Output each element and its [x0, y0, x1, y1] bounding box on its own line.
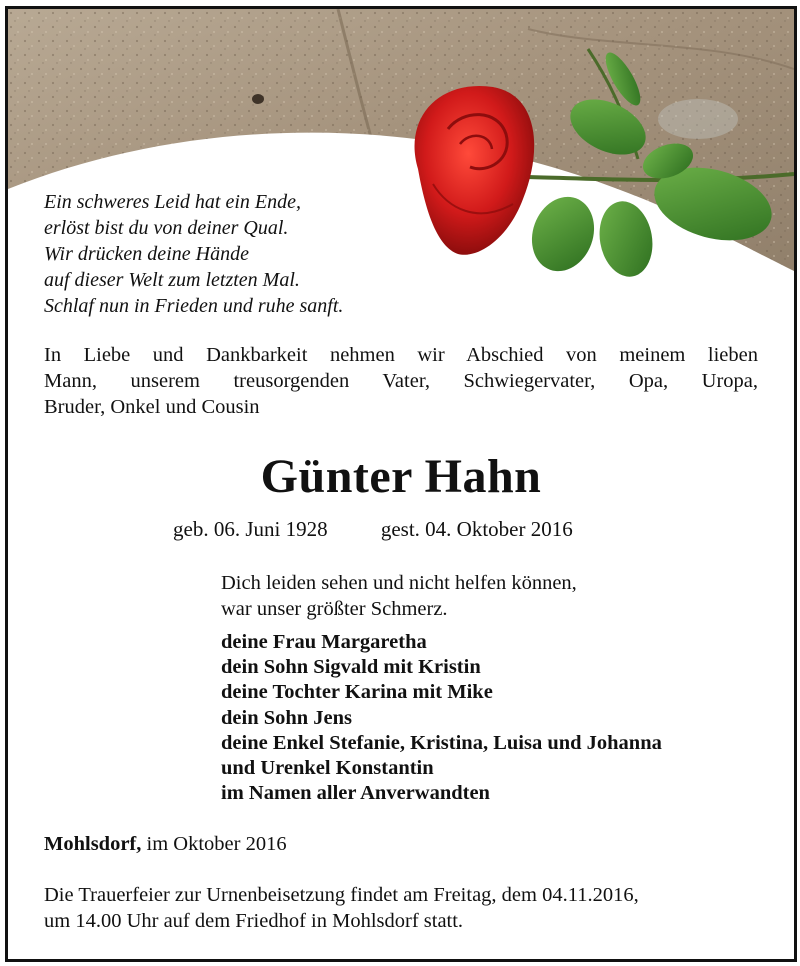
farewell-intro	[44, 342, 758, 420]
poem	[44, 189, 464, 319]
poem-line: Wir drücken deine Hände	[44, 243, 249, 265]
funeral-line: um 14.00 Uhr auf dem Friedhof in Mohlsdorf statt.	[44, 910, 464, 932]
poem-line: Ein schweres Leid hat ein Ende,	[44, 191, 301, 213]
quote-line: war unser größter Schmerz.	[221, 598, 448, 620]
mourning-quote	[221, 570, 577, 622]
mourners-list	[221, 630, 662, 806]
funeral-line: Die Trauerfeier zur Urnenbeisetzung findet am Freitag, dem 04.11.2016,	[44, 884, 639, 906]
place-town: Mohlsdorf,	[44, 833, 142, 855]
intro-line: Bruder, Onkel und Cousin	[44, 396, 260, 418]
mourner-entry: dein Sohn Sigvald mit Kristin	[221, 656, 481, 679]
poem-line: Schlaf nun in Frieden und ruhe sanft.	[44, 295, 344, 317]
mourner-entry: deine Tochter Karina mit Mike	[221, 681, 493, 704]
life-dates	[173, 517, 573, 542]
mourner-entry: deine Enkel Stefanie, Kristina, Luisa und Johanna	[221, 731, 662, 754]
funeral-info	[44, 882, 639, 934]
place-and-date	[44, 833, 287, 856]
quote-line: Dich leiden sehen und nicht helfen können,	[221, 572, 577, 594]
mourner-entry: und Urenkel Konstantin	[221, 757, 434, 780]
death-date: gest. 04. Oktober 2016	[380, 517, 573, 541]
poem-line: erlöst bist du von deiner Qual.	[44, 217, 289, 239]
mourner-entry: im Namen aller Anverwandten	[221, 782, 490, 805]
poem-line: auf dieser Welt zum letzten Mal.	[44, 269, 300, 291]
obituary-notice	[5, 6, 797, 962]
mourner-entry: dein Sohn Jens	[221, 706, 353, 729]
deceased-name: Günter Hahn	[260, 450, 542, 503]
birth-date: geb. 06. Juni 1928	[173, 517, 328, 541]
place-date: im Oktober 2016	[141, 833, 287, 855]
intro-line: Mann, unserem treusorgenden Vater, Schwiegervater, Opa, Uropa,	[44, 370, 758, 392]
intro-line: In Liebe und Dankbarkeit nehmen wir Abschied von meinem lieben	[44, 344, 758, 366]
mourner-entry: deine Frau Margaretha	[221, 631, 427, 653]
